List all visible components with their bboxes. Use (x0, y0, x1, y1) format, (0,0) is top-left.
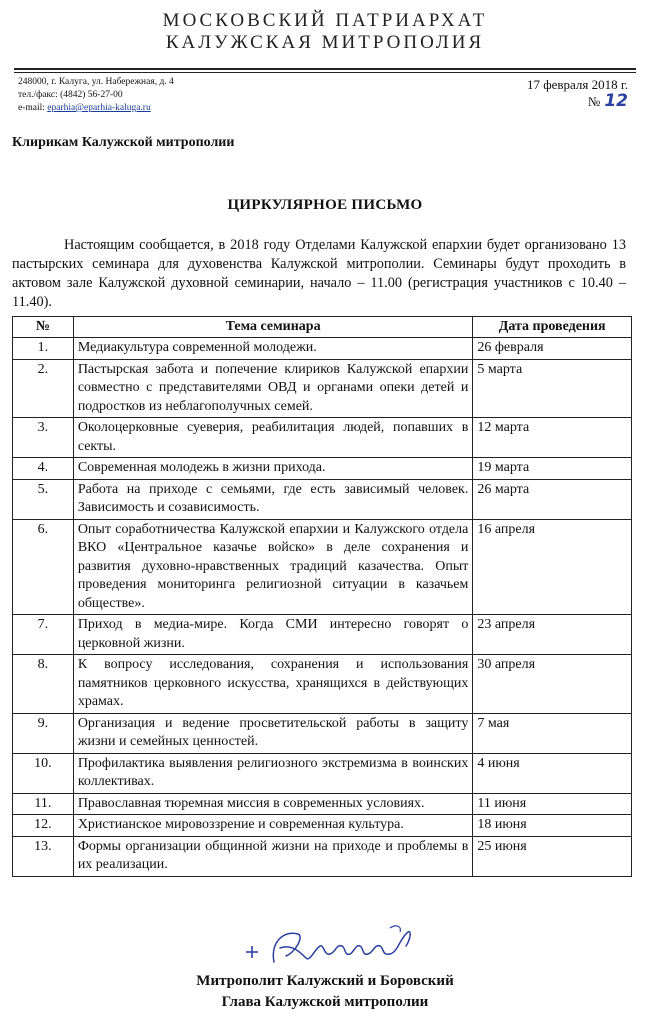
row-topic: Медиакультура современной молодежи. (73, 338, 473, 360)
row-topic: Приход в медиа-мире. Когда СМИ интересно говорят о церковной жизни. (73, 615, 473, 655)
row-date: 18 июня (473, 815, 632, 837)
organization-header (0, 10, 650, 54)
row-topic: Современная молодежь в жизни прихода. (73, 458, 473, 480)
row-date: 30 апреля (473, 655, 632, 714)
row-date: 4 июня (473, 753, 632, 793)
row-topic: Христианское мировоззрение и современная культура. (73, 815, 473, 837)
row-date: 19 марта (473, 458, 632, 480)
seminar-rows (13, 338, 632, 877)
table-row (13, 793, 632, 815)
handwritten-number: 12 (604, 91, 628, 111)
row-topic: Организация и ведение просветительской работы в защиту жизни и семейных ценностей. (73, 713, 473, 753)
row-number: 1. (13, 338, 74, 360)
row-topic: Опыт соработничества Калужской епархии и Калужского отдела ВКО «Центральное казачье войско» в деле сохранения и развития духовно-нравственных традиций казачества. Опыт проведения мониторинга религиозной ситуации в казачьем обществе». (73, 519, 473, 615)
table-row (13, 418, 632, 458)
header-rule-bottom (14, 72, 636, 73)
row-number: 12. (13, 815, 74, 837)
intro-paragraph: Настоящим сообщается, в 2018 году Отделами Калужской епархии будет организовано 13 пастырских семинара для духовенства Калужской митрополии. Семинары будут проходить в актовом зале Калужской духовной семинарии, начало – 11.00 (регистрация участников с 10.40 – 11.40). (12, 237, 626, 310)
header-date: Дата проведения (473, 317, 632, 338)
table-row (13, 615, 632, 655)
table-row (13, 836, 632, 876)
date-number-block (527, 76, 628, 110)
row-number: 6. (13, 519, 74, 615)
row-number: 8. (13, 655, 74, 714)
postal-address: 248000, г. Калуга, ул. Набережная, д. 4 (18, 77, 174, 87)
letter-date: 17 февраля 2018 г. (526, 77, 628, 92)
org-line-patriarchate: МОСКОВСКИЙ ПАТРИАРХАТ (162, 10, 488, 31)
row-topic: Формы организации общинной жизни на приходе и проблемы в их реализации. (73, 836, 473, 876)
row-date: 26 февраля (473, 338, 632, 360)
row-date: 26 марта (473, 479, 632, 519)
number-label: № (587, 94, 601, 109)
signatory-title: Митрополит Калужский и Боровский (196, 973, 454, 989)
header-rule-top (14, 68, 636, 70)
row-number: 9. (13, 713, 74, 753)
table-row (13, 458, 632, 480)
row-date: 7 мая (473, 713, 632, 753)
row-date: 12 марта (473, 418, 632, 458)
table-header-row (13, 317, 632, 338)
row-topic: Пастырская забота и попечение клириков Калужской епархии совместно с представителями ОВД и органами опеки детей и подростков из неблагополучных семей. (73, 359, 473, 418)
row-number: 4. (13, 458, 74, 480)
table-row (13, 338, 632, 360)
org-line-metropolis: КАЛУЖСКАЯ МИТРОПОЛИЯ (165, 32, 485, 53)
document-title: ЦИРКУЛЯРНОЕ ПИСЬМО (227, 197, 423, 213)
row-date: 11 июня (473, 793, 632, 815)
row-number: 5. (13, 479, 74, 519)
row-date: 25 июня (473, 836, 632, 876)
table-row (13, 815, 632, 837)
seminar-table (12, 316, 632, 877)
address-block (18, 76, 174, 115)
letter-number (527, 93, 628, 110)
addressee: Клирикам Калужской митрополии (12, 135, 235, 150)
row-number: 11. (13, 793, 74, 815)
row-number: 13. (13, 836, 74, 876)
table-row (13, 753, 632, 793)
row-number: 10. (13, 753, 74, 793)
row-topic: К вопросу исследования, сохранения и использования памятников церковного искусства, хранящихся в действующих храмах. (73, 655, 473, 714)
phone-fax: тел./факс: (4842) 56-27-00 (18, 90, 123, 100)
row-topic: Православная тюремная миссия в современных условиях. (73, 793, 473, 815)
row-number: 2. (13, 359, 74, 418)
email-label: e-mail: (18, 103, 48, 113)
table-row (13, 359, 632, 418)
signature-image (240, 922, 430, 972)
row-number: 3. (13, 418, 74, 458)
email-link[interactable]: eparhia@eparhia-kaluga.ru (47, 103, 151, 113)
row-topic: Профилактика выявления религиозного экстремизма в воинских коллективах. (73, 753, 473, 793)
table-row (13, 479, 632, 519)
table-row (13, 519, 632, 615)
email-line (18, 102, 174, 115)
header-topic: Тема семинара (73, 317, 473, 338)
table-row (13, 713, 632, 753)
signatory-position: Глава Калужской митрополии (221, 994, 429, 1010)
row-number: 7. (13, 615, 74, 655)
row-date: 16 апреля (473, 519, 632, 615)
header-number: № (13, 317, 74, 338)
row-date: 23 апреля (473, 615, 632, 655)
row-date: 5 марта (473, 359, 632, 418)
row-topic: Работа на приходе с семьями, где есть зависимый человек. Зависимость и созависимость. (73, 479, 473, 519)
table-row (13, 655, 632, 714)
row-topic: Околоцерковные суеверия, реабилитация людей, попавших в секты. (73, 418, 473, 458)
